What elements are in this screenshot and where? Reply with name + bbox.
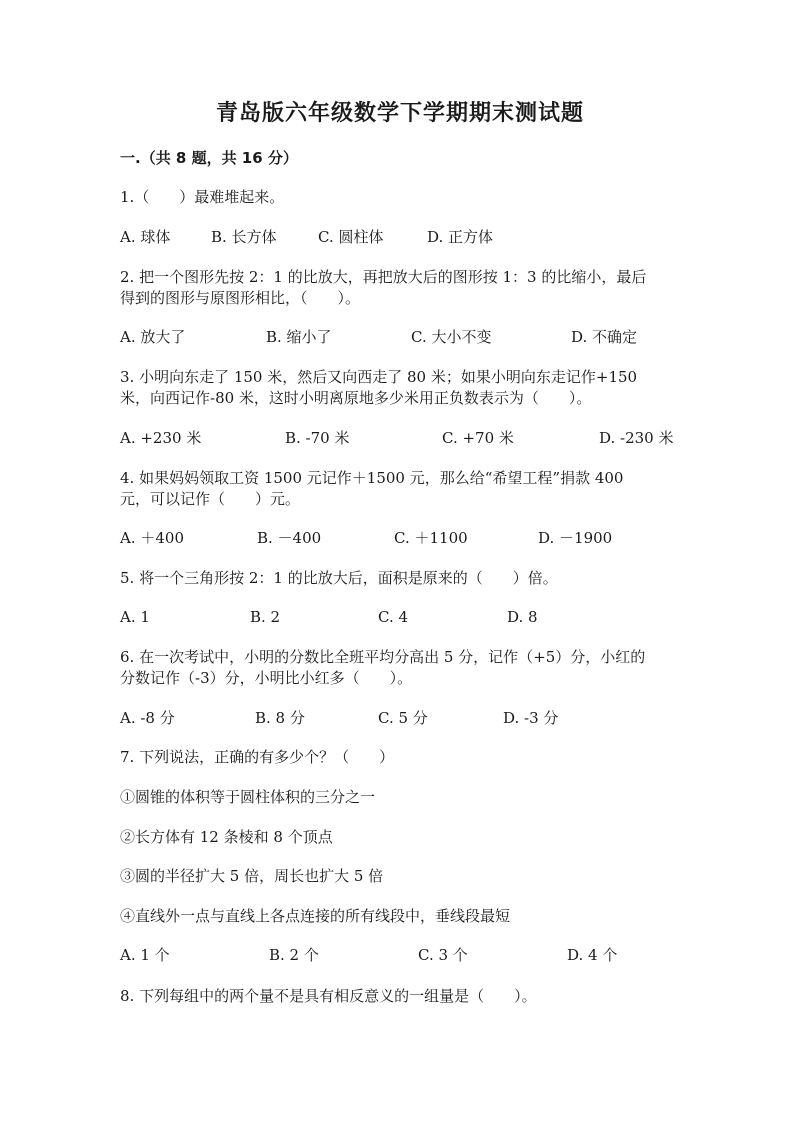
option-c[interactable]: C. +70 米 bbox=[442, 429, 514, 447]
question-2-options bbox=[120, 326, 680, 348]
option-a[interactable]: A. -8 分 bbox=[120, 709, 175, 727]
option-d[interactable]: D. -230 米 bbox=[599, 429, 674, 447]
option-b[interactable]: B. 2 bbox=[250, 608, 281, 626]
option-a[interactable]: A. ＋400 bbox=[120, 529, 184, 547]
option-b[interactable]: B. 缩小了 bbox=[266, 328, 332, 346]
option-c[interactable]: C. 5 分 bbox=[378, 709, 428, 727]
option-d[interactable]: D. 正方体 bbox=[427, 228, 494, 246]
option-c[interactable]: C. 3 个 bbox=[418, 946, 468, 964]
question-1-text: 1.（ ）最难堆起来。 bbox=[120, 188, 285, 206]
option-c[interactable]: C. 4 bbox=[378, 608, 409, 626]
option-c[interactable]: C. 圆柱体 bbox=[318, 228, 384, 246]
question-6-options bbox=[120, 707, 680, 729]
option-b[interactable]: B. 8 分 bbox=[255, 709, 305, 727]
question-5-text: 5. 将一个三角形按 2：1 的比放大后，面积是原来的（ ）倍。 bbox=[120, 569, 558, 587]
option-d[interactable]: D. -3 分 bbox=[503, 709, 559, 727]
option-d[interactable]: D. －1900 bbox=[538, 529, 613, 547]
option-a[interactable]: A. 1 bbox=[120, 608, 150, 626]
section-heading: 一.（共 8 题，共 16 分） bbox=[120, 149, 298, 167]
option-a[interactable]: A. +230 米 bbox=[120, 429, 202, 447]
question-4-text-line-1: 4. 如果妈妈领取工资 1500 元记作＋1500 元，那么给“希望工程”捐款 400 bbox=[120, 469, 624, 487]
option-b[interactable]: B. 2 个 bbox=[269, 946, 319, 964]
question-7-statement-4: ④直线外一点与直线上各点连接的所有线段中，垂线段最短 bbox=[120, 907, 511, 925]
question-8-text: 8. 下列每组中的两个量不是具有相反意义的一组量是（ ）。 bbox=[120, 987, 537, 1005]
option-d[interactable]: D. 8 bbox=[507, 608, 538, 626]
question-6-text-line-1: 6. 在一次考试中，小明的分数比全班平均分高出 5 分，记作（+5）分，小红的 bbox=[120, 648, 646, 666]
question-4-text-line-2: 元，可以记作（ ）元。 bbox=[120, 490, 301, 508]
question-7-text: 7. 下列说法，正确的有多少个？（ ） bbox=[120, 748, 395, 766]
option-b[interactable]: B. 长方体 bbox=[211, 228, 277, 246]
option-b[interactable]: B. -70 米 bbox=[285, 429, 350, 447]
question-2-text-line-1: 2. 把一个图形先按 2：1 的比放大，再把放大后的图形按 1：3 的比缩小，最后 bbox=[120, 268, 647, 286]
option-b[interactable]: B. －400 bbox=[257, 529, 322, 547]
question-3-text-line-1: 3. 小明向东走了 150 米，然后又向西走了 80 米；如果小明向东走记作+150 bbox=[120, 368, 638, 386]
option-a[interactable]: A. 1 个 bbox=[120, 946, 170, 964]
option-a[interactable]: A. 球体 bbox=[120, 228, 171, 246]
question-3-options bbox=[120, 427, 680, 449]
page-title: 青岛版六年级数学下学期期末测试题 bbox=[215, 101, 584, 126]
question-6-text-line-2: 分数记作（-3）分，小明比小红多（ ）。 bbox=[120, 669, 413, 687]
option-c[interactable]: C. ＋1100 bbox=[394, 529, 468, 547]
question-4-options bbox=[120, 527, 680, 549]
option-a[interactable]: A. 放大了 bbox=[120, 328, 186, 346]
question-7-statement-1: ①圆锥的体积等于圆柱体积的三分之一 bbox=[120, 788, 376, 806]
option-c[interactable]: C. 大小不变 bbox=[411, 328, 492, 346]
option-d[interactable]: D. 不确定 bbox=[571, 328, 638, 346]
question-1-options bbox=[120, 226, 680, 248]
question-3-text-line-2: 米，向西记作-80 米，这时小明离原地多少米用正负数表示为（ ）。 bbox=[120, 389, 592, 407]
question-2-text-line-2: 得到的图形与原图形相比，（ ）。 bbox=[120, 289, 361, 307]
question-7-options bbox=[120, 944, 680, 966]
question-7-statement-3: ③圆的半径扩大 5 倍，周长也扩大 5 倍 bbox=[120, 867, 384, 885]
question-7-statement-2: ②长方体有 12 条棱和 8 个顶点 bbox=[120, 828, 333, 846]
question-5-options bbox=[120, 606, 680, 628]
option-d[interactable]: D. 4 个 bbox=[567, 946, 618, 964]
